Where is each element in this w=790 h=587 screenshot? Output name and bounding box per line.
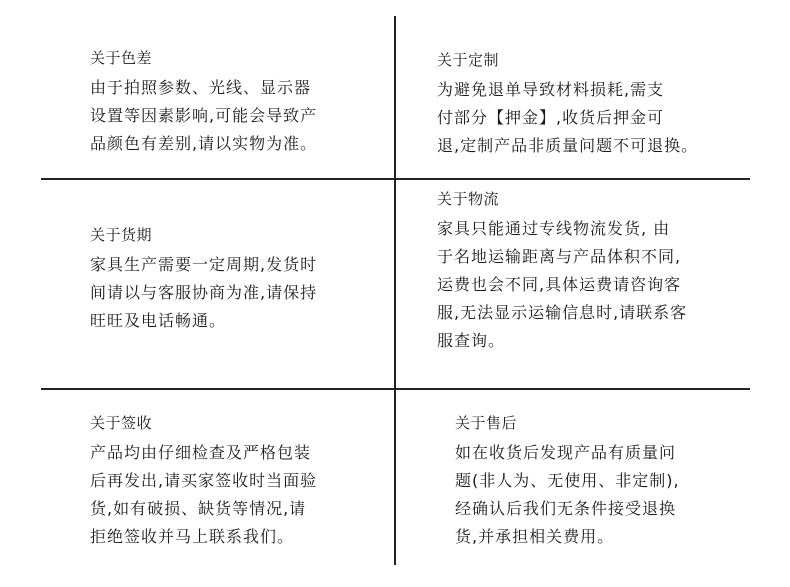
- section-body: [437, 215, 687, 355]
- section-body: [90, 74, 317, 158]
- body-line: 运费也会不同,具体运费请咨询客: [437, 275, 682, 294]
- body-line: 拒绝签收并马上联系我们。: [90, 527, 295, 546]
- section-logistics: [437, 189, 687, 355]
- body-line: 产品均由仔细检查及严格包装: [90, 443, 312, 462]
- section-title: 关于物流: [437, 190, 500, 208]
- horizontal-divider-bottom: [41, 388, 750, 390]
- body-line: 由于拍照参数、光线、显示器: [90, 78, 312, 97]
- body-line: 题(非人为、无使用、非定制),: [455, 471, 680, 490]
- section-body: [90, 251, 317, 335]
- body-line: 付部分【押金】,收货后押金可: [437, 108, 665, 127]
- section-customization: [437, 50, 698, 160]
- section-title: 关于售后: [455, 414, 518, 432]
- section-title: 关于签收: [90, 414, 153, 432]
- section-title: 关于货期: [90, 226, 153, 244]
- body-line: 家具生产需要一定周期,发货时: [90, 255, 318, 274]
- vertical-divider: [394, 16, 396, 565]
- body-line: 经确认后我们无条件接受退换: [455, 499, 677, 518]
- section-signing: [90, 413, 317, 551]
- body-line: 品颜色有差别,请以实物为准。: [90, 134, 318, 153]
- section-after-sales: [455, 413, 680, 551]
- body-line: 服,无法显示运输信息时,请联系客: [437, 303, 688, 322]
- body-line: 如在收货后发现产品有质量问: [455, 443, 677, 462]
- section-body: [455, 439, 680, 551]
- body-line: 旺旺及电话畅通。: [90, 311, 227, 330]
- section-body: [437, 76, 698, 160]
- body-line: 于名地运输距离与产品体积不同,: [437, 247, 682, 266]
- body-line: 后再发出,请买家签收时当面验: [90, 471, 318, 490]
- body-line: 设置等因素影响,可能会导致产: [90, 106, 318, 125]
- body-line: 家具只能通过专线物流发货, 由: [437, 219, 671, 238]
- body-line: 间请以与客服协商为准,请保持: [90, 283, 318, 302]
- body-line: 货,如有破损、缺货等情况,请: [90, 499, 307, 518]
- section-lead-time: [90, 225, 317, 335]
- body-line: 为避免退单导致材料损耗,需支: [437, 80, 665, 99]
- horizontal-divider-top: [41, 178, 750, 180]
- section-body: [90, 439, 317, 551]
- section-title: 关于色差: [90, 49, 153, 67]
- body-line: 退,定制产品非质量问题不可退换。: [437, 136, 699, 155]
- body-line: 货,并承担相关费用。: [455, 527, 615, 546]
- section-color-difference: [90, 48, 317, 158]
- body-line: 服查询。: [437, 331, 506, 350]
- section-title: 关于定制: [437, 51, 500, 69]
